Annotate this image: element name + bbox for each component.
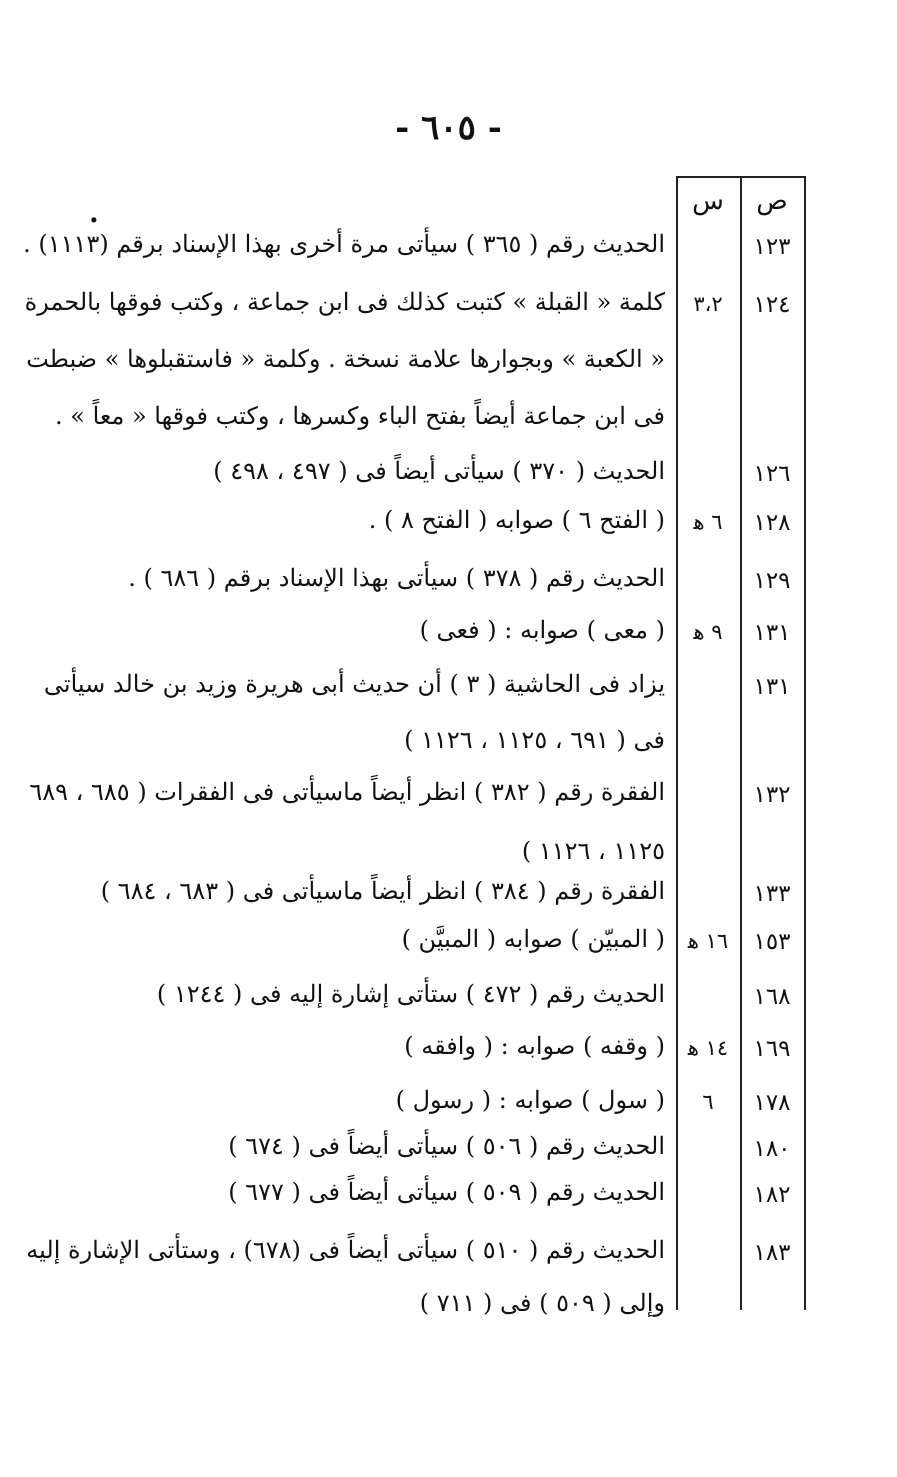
table-row [0,612,897,668]
page-ref: ١٢٣ [753,234,791,260]
table-row [0,226,897,282]
page-ref: ١٦٩ [753,1036,791,1062]
page-ref: ١٣١ [753,674,791,700]
page-ref: ١٨٢ [753,1182,791,1208]
correction-text: ( وقفه ) صوابه : ( وافقه ) [404,1032,665,1060]
page-ref: ١٨٠ [753,1136,791,1162]
table-row [0,1285,897,1341]
table-row [0,398,897,454]
table-row [0,921,897,977]
correction-text: الحديث رقم ( ٤٧٢ ) ستأتى إشارة إليه فى ( ١٢٤٤ ) [156,980,665,1008]
correction-text: ( معى ) صوابه : ( فعى ) [419,616,665,644]
page-ref: ١٣٢ [753,782,791,808]
page-ref: ١٧٨ [753,1090,791,1116]
page-ref: ١٨٣ [753,1240,791,1266]
correction-text: فى ابن جماعة أيضاً بفتح الباء وكسرها ، وكتب فوقها « معاً » . [55,402,665,430]
line-ref: ٦ [702,1090,714,1114]
table-row [0,666,897,722]
correction-text: وإلى ( ٥٠٩ ) فى ( ٧١١ ) [419,1289,665,1317]
column-header-page: ص [756,186,788,216]
correction-text: يزاد فى الحاشية ( ٣ ) أن حديث أبى هريرة وزيد بن خالد سيأتى [43,670,665,698]
correction-text: « الكعبة » وبجوارها علامة نسخة . وكلمة « فاستقبلوها » ضبطت [26,345,665,373]
page-ref: ١٢٩ [753,568,791,594]
correction-text: ( الفتح ٦ ) صوابه ( الفتح ٨ ) . [368,506,665,534]
correction-text: كلمة « القبلة » كتبت كذلك فى ابن جماعة ، وكتب فوقها بالحمرة [24,288,665,316]
table-row [0,1174,897,1230]
correction-text: الحديث رقم ( ٥٠٩ ) سيأتى أيضاً فى ( ٦٧٧ ) [228,1178,665,1206]
correction-text: الفقرة رقم ( ٣٨٤ ) انظر أيضاً ماسيأتى فى ( ٦٨٣ ، ٦٨٤ ) [100,877,665,905]
page-ref: ١٥٣ [753,929,791,955]
page-ref: ١٢٨ [753,510,791,536]
page-ref: ١٦٨ [753,984,791,1010]
table-row [0,976,897,1032]
correction-text: الحديث رقم ( ٣٧٨ ) سيأتى بهذا الإسناد برقم ( ٦٨٦ ) . [128,564,665,592]
table-row [0,502,897,558]
correction-text: فى ( ٦٩١ ، ١١٢٥ ، ١١٢٦ ) [404,726,665,754]
line-ref: ١٦ ﻫ [687,929,729,953]
correction-text: ( المبيّن ) صوابه ( المبيَّن ) [401,925,665,953]
table-row [0,1232,897,1288]
table-row [0,1028,897,1084]
table-row [0,774,897,830]
page-number: - ٦٠٥ - [395,108,502,148]
table-row [0,722,897,778]
page-ref: ١٢٤ [753,292,791,318]
correction-text: ( سول ) صوابه : ( رسول ) [395,1086,665,1114]
page-ref: ١٣٣ [753,881,791,907]
correction-text: الحديث رقم ( ٥٠٦ ) سيأتى أيضاً فى ( ٦٧٤ ) [228,1132,665,1160]
column-header-line: س [692,186,724,216]
table-row [0,284,897,340]
correction-text: الحديث رقم ( ٣٦٥ ) سيأتى مرة أخرى بهذا الإسناد برقم (١١١٣) . [23,230,665,258]
table-row [0,341,897,397]
correction-text: الفقرة رقم ( ٣٨٢ ) انظر أيضاً ماسيأتى فى الفقرات ( ٦٨٥ ، ٦٨٩ [29,778,665,806]
line-ref: ٩ ﻫ [693,620,723,644]
table-row [0,453,897,509]
correction-text: الحديث رقم ( ٥١٠ ) سيأتى أيضاً فى (٦٧٨) ، وستأتى الإشارة إليه [26,1236,665,1264]
page-ref: ١٢٦ [753,461,791,487]
page-ref: ١٣١ [753,620,791,646]
dot-mark: . [89,196,99,229]
correction-text: الحديث ( ٣٧٠ ) سيأتى أيضاً فى ( ٤٩٧ ، ٤٩٨ ) [213,457,665,485]
correction-text: ١١٢٥ ، ١١٢٦ ) [521,837,665,865]
table-row [0,560,897,616]
line-ref: ٣،٢ [693,292,723,316]
line-ref: ١٤ ﻫ [687,1036,729,1060]
line-ref: ٦ ﻫ [693,510,723,534]
